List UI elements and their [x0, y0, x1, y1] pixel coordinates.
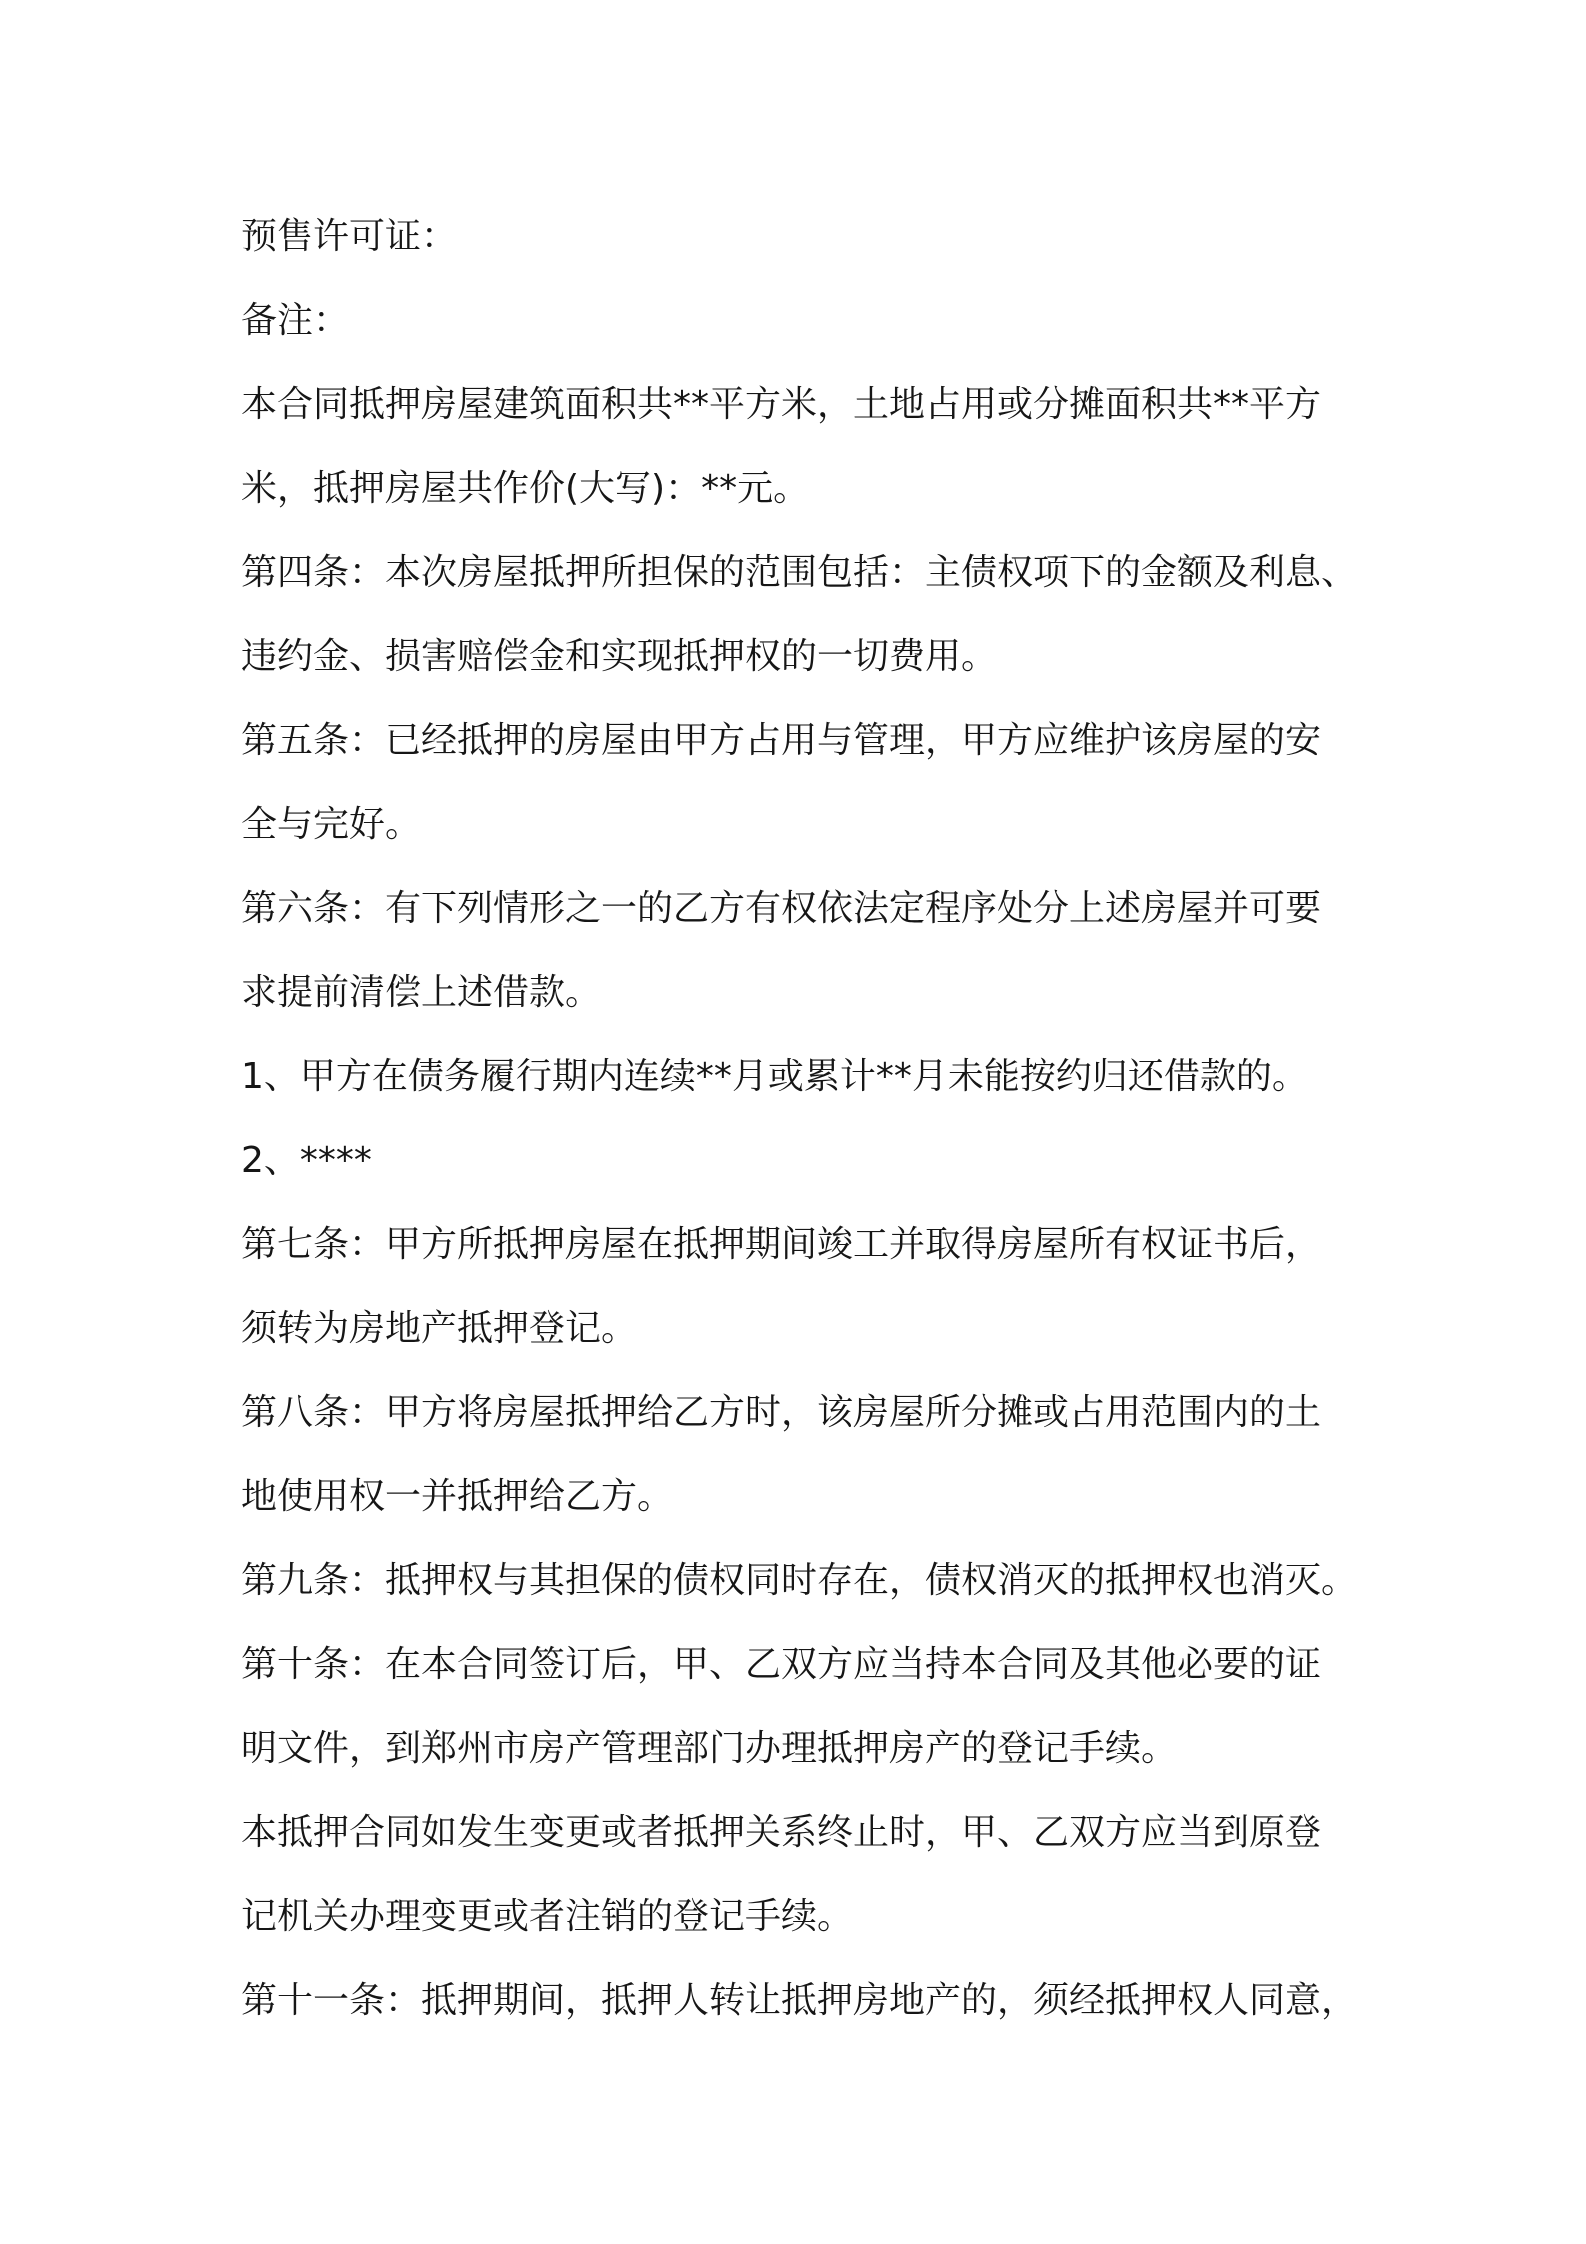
text-line-item-2: 2、**** — [241, 1140, 372, 1181]
text-line: 求提前清偿上述借款。 — [241, 972, 602, 1013]
contract-text — [241, 195, 1356, 2043]
text-line: 米，抵押房屋共作价(大写)：**元。 — [241, 468, 810, 509]
text-line: 本合同抵押房屋建筑面积共**平方米，土地占用或分摊面积共**平方 — [241, 384, 1322, 425]
text-line-article-4: 第四条：本次房屋抵押所担保的范围包括：主债权项下的金额及利息、 — [241, 552, 1358, 593]
text-line-article-9: 第九条：抵押权与其担保的债权同时存在，债权消灭的抵押权也消灭。 — [241, 1560, 1358, 1601]
text-line: 全与完好。 — [241, 804, 422, 845]
text-line-remarks: 备注： — [241, 300, 350, 341]
text-line-article-11: 第十一条：抵押期间，抵押人转让抵押房地产的，须经抵押权人同意， — [241, 1980, 1358, 2021]
text-line-article-8: 第八条：甲方将房屋抵押给乙方时，该房屋所分摊或占用范围内的土 — [241, 1392, 1322, 1433]
text-line-article-10: 第十条：在本合同签订后，甲、乙双方应当持本合同及其他必要的证 — [241, 1644, 1322, 1685]
text-line-article-7: 第七条：甲方所抵押房屋在抵押期间竣工并取得房屋所有权证书后， — [241, 1224, 1322, 1265]
text-line: 须转为房地产抵押登记。 — [241, 1308, 638, 1349]
text-line: 违约金、损害赔偿金和实现抵押权的一切费用。 — [241, 636, 998, 677]
text-line: 记机关办理变更或者注销的登记手续。 — [241, 1896, 854, 1937]
text-line: 明文件，到郑州市房产管理部门办理抵押房产的登记手续。 — [241, 1728, 1178, 1769]
text-line-article-6: 第六条：有下列情形之一的乙方有权依法定程序处分上述房屋并可要 — [241, 888, 1322, 929]
text-line-item-1: 1、甲方在债务履行期内连续**月或累计**月未能按约归还借款的。 — [241, 1056, 1308, 1097]
text-line-presale-permit: 预售许可证： — [241, 216, 458, 257]
text-line: 地使用权一并抵押给乙方。 — [241, 1476, 674, 1517]
text-line-article-5: 第五条：已经抵押的房屋由甲方占用与管理，甲方应维护该房屋的安 — [241, 720, 1322, 761]
text-line: 本抵押合同如发生变更或者抵押关系终止时，甲、乙双方应当到原登 — [241, 1812, 1322, 1853]
